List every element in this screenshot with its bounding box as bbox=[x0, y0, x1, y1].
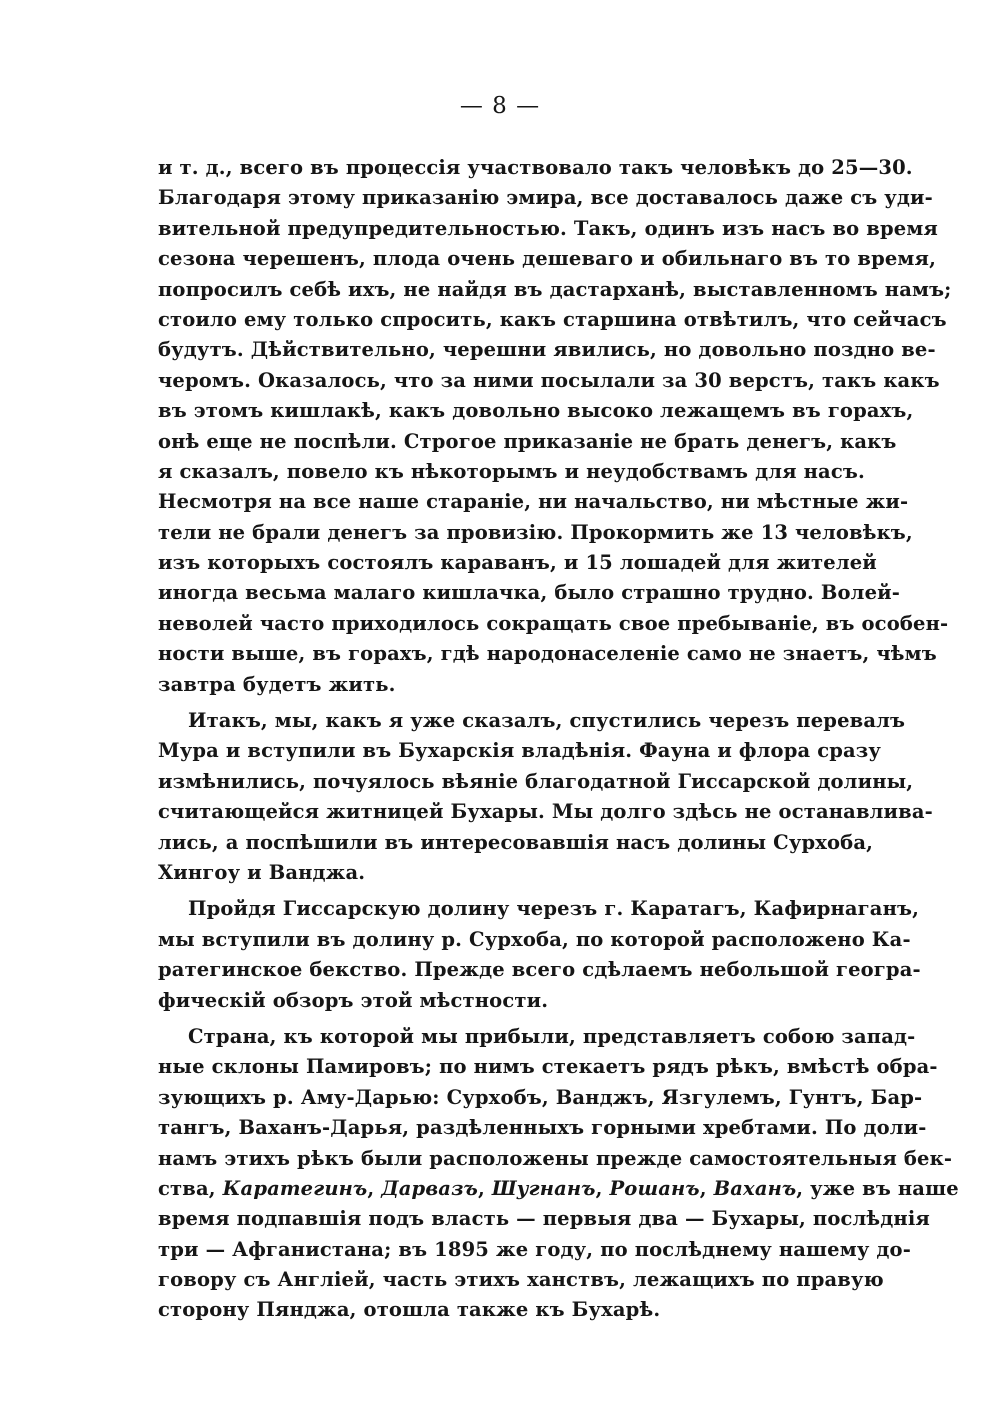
text-line: Итакъ, мы, какъ я уже сказалъ, спустились черезъ перевалъ bbox=[188, 709, 906, 733]
text-line: попросилъ себѣ ихъ, не найдя въ дастарханѣ, выставленномъ намъ; bbox=[158, 277, 952, 301]
text-line: черомъ. Оказалось, что за ними посылали за 30 верстъ, такъ какъ bbox=[158, 368, 940, 392]
text-line: изъ которыхъ состоялъ караванъ, и 15 лошадей для жителей bbox=[158, 551, 877, 575]
text-line: фическій обзоръ этой мѣстности. bbox=[158, 988, 549, 1012]
text-line: и т. д., всего въ процессія участвовало такъ человѣкъ до 25—30. bbox=[158, 156, 913, 179]
text-line: неволей часто приходилось сокращать свое пребываніе, въ особен- bbox=[158, 611, 949, 635]
text-line: вительной предупредительностью. Такъ, одинъ изъ насъ во время bbox=[158, 216, 938, 240]
text-line: лись, а поспѣшили въ интересовавшія насъ долины Сурхоба, bbox=[158, 830, 874, 854]
text-line: ные склоны Памировъ; по нимъ стекаетъ рядъ рѣкъ, вмѣстѣ обра- bbox=[158, 1055, 938, 1079]
paragraph-1 bbox=[158, 153, 952, 700]
italic-name-darvaz: Дарвазъ bbox=[381, 1176, 479, 1200]
text-line: тели не брали денегъ за провизію. Прокормить же 13 человѣкъ, bbox=[158, 520, 913, 544]
paragraph-2 bbox=[158, 706, 933, 888]
text-segment: , уже въ наше bbox=[796, 1176, 959, 1200]
text-line: Мура и вступили въ Бухарскія владѣнія. Фауна и флора сразу bbox=[158, 739, 882, 763]
text-line: измѣнились, почуялось вѣяніе благодатной Гиссарской долины, bbox=[158, 769, 914, 793]
text-line: ратегинское бекство. Прежде всего сдѣлаемъ небольшой геогра- bbox=[158, 958, 921, 982]
text-line: будутъ. Дѣйствительно, черешни явились, но довольно поздно ве- bbox=[158, 338, 936, 362]
text-line: сторону Пянджа, отошла также къ Бухарѣ. bbox=[158, 1298, 661, 1322]
italic-name-shugnan: Шугнанъ bbox=[491, 1176, 596, 1200]
text-line: намъ этихъ рѣкъ были расположены прежде самостоятельныя бек- bbox=[158, 1146, 953, 1170]
paragraph-3 bbox=[158, 894, 921, 1016]
text-line: три — Афганистана; въ 1895 же году, по послѣднему нашему до- bbox=[158, 1237, 911, 1261]
italic-name-roshan: Рошанъ bbox=[609, 1176, 700, 1200]
italic-name-karategin: Каратегинъ bbox=[222, 1176, 368, 1200]
text-line: Благодаря этому приказанію эмира, все доставалось даже съ уди- bbox=[158, 186, 933, 210]
text-segment: , bbox=[595, 1176, 603, 1200]
text-line-with-italics bbox=[158, 1174, 959, 1204]
text-line: Хингоу и Ванджа. bbox=[158, 860, 366, 884]
text-line: въ этомъ кишлакѣ, какъ довольно высоко лежащемъ въ горахъ, bbox=[158, 399, 914, 423]
body-text bbox=[158, 153, 959, 1326]
text-line: считающейся житницей Бухары. Мы долго здѣсь не останавлива- bbox=[158, 800, 933, 824]
text-line: сезона черешенъ, плода очень дешеваго и обильнаго въ то время, bbox=[158, 247, 937, 271]
text-line: тангъ, Ваханъ-Дарья, раздѣленныхъ горными хребтами. По доли- bbox=[158, 1116, 927, 1140]
text-line: стоило ему только спросить, какъ старшина отвѣтилъ, что сейчасъ bbox=[158, 307, 947, 331]
text-line: время подпавшія подъ власть — первыя два — Бухары, послѣднія bbox=[158, 1207, 930, 1231]
text-line: завтра будетъ жить. bbox=[158, 672, 396, 696]
text-line: иногда весьма малаго кишлачка, было страшно трудно. Волей- bbox=[158, 581, 900, 605]
page-number: — 8 — bbox=[459, 93, 541, 119]
text-segment: , bbox=[478, 1176, 485, 1200]
text-line: Страна, къ которой мы прибыли, представляетъ собою запад- bbox=[188, 1024, 916, 1048]
text-segment: , bbox=[367, 1176, 375, 1200]
text-line: говору съ Англіей, часть этихъ ханствъ, лежащихъ по правую bbox=[158, 1268, 884, 1292]
text-line: онѣ еще не поспѣли. Строгое приказаніе не брать денегъ, какъ bbox=[158, 429, 897, 453]
text-line: Пройдя Гиссарскую долину черезъ г. Каратагъ, Кафирнаганъ, bbox=[188, 897, 920, 921]
text-line: мы вступили въ долину р. Сурхоба, по которой расположено Ка- bbox=[158, 927, 911, 951]
text-line: ности выше, въ горахъ, гдѣ народонаселеніе само не знаетъ, чѣмъ bbox=[158, 642, 937, 666]
text-line: зующихъ р. Аму-Дарью: Сурхобъ, Ванджъ, Язгулемъ, Гунтъ, Бар- bbox=[158, 1085, 923, 1109]
italic-name-vakhan: Ваханъ bbox=[713, 1176, 797, 1200]
text-segment: , bbox=[699, 1176, 707, 1200]
text-line: я сказалъ, повело къ нѣкоторымъ и неудобствамъ для насъ. bbox=[158, 459, 865, 483]
paragraph-4 bbox=[158, 1022, 959, 1326]
text-segment: ства, bbox=[158, 1176, 216, 1200]
text-line: Несмотря на все наше стараніе, ни начальство, ни мѣстные жи- bbox=[158, 490, 909, 514]
